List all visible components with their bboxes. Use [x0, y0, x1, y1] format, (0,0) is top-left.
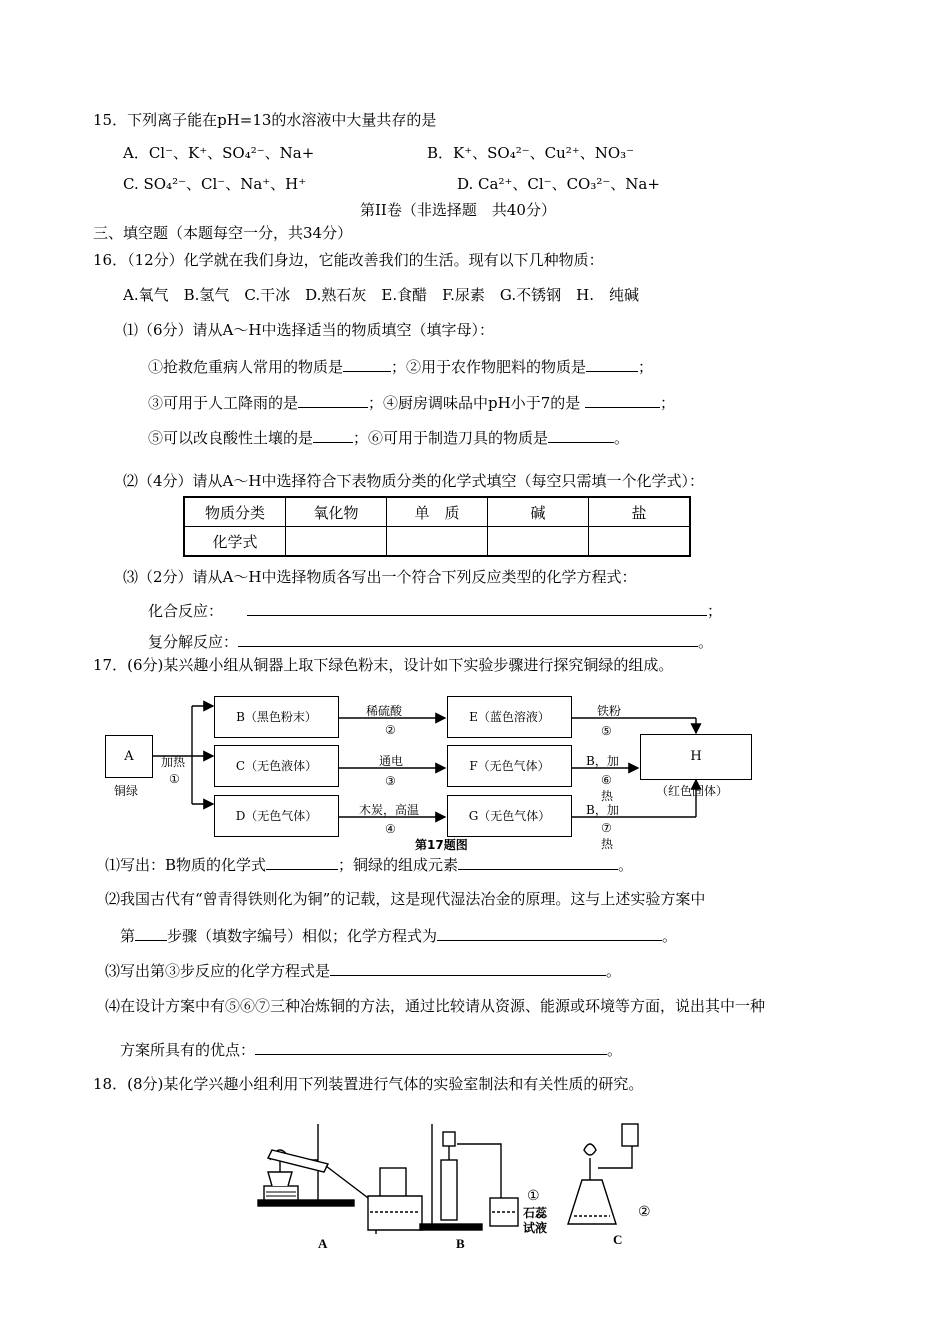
table-row-label: 化学式 [184, 527, 286, 557]
q16-part3: ⑶（2分）请从A～H中选择物质各写出一个符合下列反应类型的化学方程式： [123, 568, 637, 586]
reagent-charcoal-high-temp: 木炭，高温 [359, 803, 420, 817]
q16-p1-line3: ⑤可以改良酸性土壤的是 ；⑥可用于制造刀具的物质是 。 [148, 429, 630, 447]
reagent-electrolysis: 通电 [379, 754, 404, 768]
table-header: 氧化物 [286, 497, 387, 527]
q17-part4-line2: 方案所具有的优点： 。 [120, 1041, 623, 1059]
litmus-label-line1: 石蕊 [523, 1206, 548, 1220]
heat7-label: 热 [601, 837, 614, 851]
q16-part2: ⑵（4分）请从A～H中选择符合下表物质分类的化学式填空（每空只需填一个化学式）： [123, 472, 704, 490]
q17-stem: 17．(6分)某兴趣小组从铜器上取下绿色粉末，设计如下实验步骤进行探究铜绿的组成。 [93, 656, 674, 674]
q16-p1-q3: ③可用于人工降雨的是 [148, 394, 299, 412]
node-f: F（无色气体） [447, 745, 572, 787]
heat-label: 加热 [161, 755, 186, 769]
q16-p1-line2: ③可用于人工降雨的是 ；④厨房调味品中pH小于7的是 ； [148, 394, 676, 412]
node-a: A [105, 735, 153, 778]
step1-label: ① [169, 772, 180, 786]
table-header: 碱 [488, 497, 589, 527]
q15-option-c: C. SO₄²⁻、Cl⁻、Na⁺、H⁺ [123, 175, 307, 193]
reagent-b-heat-6: B，加 [586, 754, 619, 768]
q16-p1-q2: ；②用于农作物肥料的物质是 [391, 358, 587, 376]
apparatus-c-label: C [613, 1232, 623, 1247]
q15-option-b: B．K⁺、SO₄²⁻、Cu²⁺、NO₃⁻ [427, 144, 635, 162]
marker-2: ② [638, 1204, 651, 1220]
node-h-label: （红色固体） [656, 784, 729, 798]
node-b: B（黑色粉末） [214, 696, 339, 738]
marker-1: ① [527, 1188, 540, 1204]
q16-p1-q1: ①抢救危重病人常用的物质是 [148, 358, 344, 376]
apparatus-a-label: A [318, 1236, 328, 1251]
q16-p1-line1: ①抢救危重病人常用的物质是 ；②用于农作物肥料的物质是 ； [148, 358, 654, 376]
node-d: D（无色气体） [214, 795, 339, 837]
section3-heading: 三、填空题（本题每空一分，共34分） [93, 224, 353, 242]
step6-label: ⑥ [601, 773, 612, 787]
q18-stem: 18．(8分)某化学兴趣小组利用下列装置进行气体的实验室制法和有关性质的研究。 [93, 1075, 644, 1093]
node-h: H [640, 734, 752, 780]
litmus-label-line2: 试液 [523, 1221, 548, 1235]
q17-part2-line2: 第 步骤（填数字编号）相似；化学方程式为 。 [120, 927, 678, 945]
q17-part4: ⑷在设计方案中有⑤⑥⑦三种冶炼铜的方法，通过比较请从资源、能源或环境等方面，说出其中一种 [105, 997, 766, 1015]
node-a-label: 铜绿 [114, 784, 139, 798]
reagent-iron-powder: 铁粉 [597, 704, 622, 718]
node-c: C（无色液体） [214, 745, 339, 787]
q16-p1-q4: ；④厨房调味品中pH小于7的是 [368, 394, 581, 412]
reagent-b-heat-7: B，加 [586, 803, 619, 817]
q15-stem: 15．下列离子能在pH=13的水溶液中大量共存的是 [93, 111, 437, 129]
step3-label: ③ [385, 774, 396, 788]
apparatus-b-label: B [456, 1236, 465, 1251]
table-header: 盐 [589, 497, 691, 527]
q16-p1-q5: ⑤可以改良酸性土壤的是 [148, 429, 314, 447]
step5-label: ⑤ [601, 724, 612, 738]
q15-option-d: D. Ca²⁺、Cl⁻、CO₃²⁻、Na+ [457, 175, 660, 193]
q16-stem: 16．（12分）化学就在我们身边，它能改善我们的生活。现有以下几种物质： [93, 251, 604, 269]
table-header: 物质分类 [184, 497, 286, 527]
q16-p3-combination: 化合反应： ； [148, 602, 723, 620]
q17-part2: ⑵我国古代有“曾青得铁则化为铜”的记载，这是现代湿法冶金的原理。这与上述实验方案中 [105, 890, 706, 908]
step2-label: ② [385, 723, 396, 737]
heat6-label: 热 [601, 789, 614, 803]
q16-part1: ⑴（6分）请从A～H中选择适当的物质填空（填字母）： [123, 321, 494, 339]
q17-part3: ⑶写出第③步反应的化学方程式是 。 [105, 962, 622, 980]
step7-label: ⑦ [601, 821, 612, 835]
node-e: E（蓝色溶液） [447, 696, 572, 738]
q17-part1: ⑴写出：B物质的化学式 ；铜绿的组成元素 。 [105, 856, 634, 874]
reagent-dilute-sulfuric-acid: 稀硫酸 [366, 704, 403, 718]
q16-p1-q6: ；⑥可用于制造刀具的物质是 [353, 429, 549, 447]
q16-options: A.氧气 B.氢气 C.干冰 D.熟石灰 E.食醋 F.尿素 G.不锈钢 H. 纯碱 [123, 286, 639, 304]
figure-caption: 第17题图 [415, 838, 468, 852]
q15-option-a: A．Cl⁻、K⁺、SO₄²⁻、Na+ [123, 144, 315, 162]
step4-label: ④ [385, 822, 396, 836]
part2-title: 第II卷（非选择题 共40分） [360, 201, 556, 219]
node-g: G（无色气体） [447, 795, 572, 837]
table-header: 单 质 [387, 497, 488, 527]
q16-p3-double-decomposition: 复分解反应： 。 [148, 633, 714, 651]
